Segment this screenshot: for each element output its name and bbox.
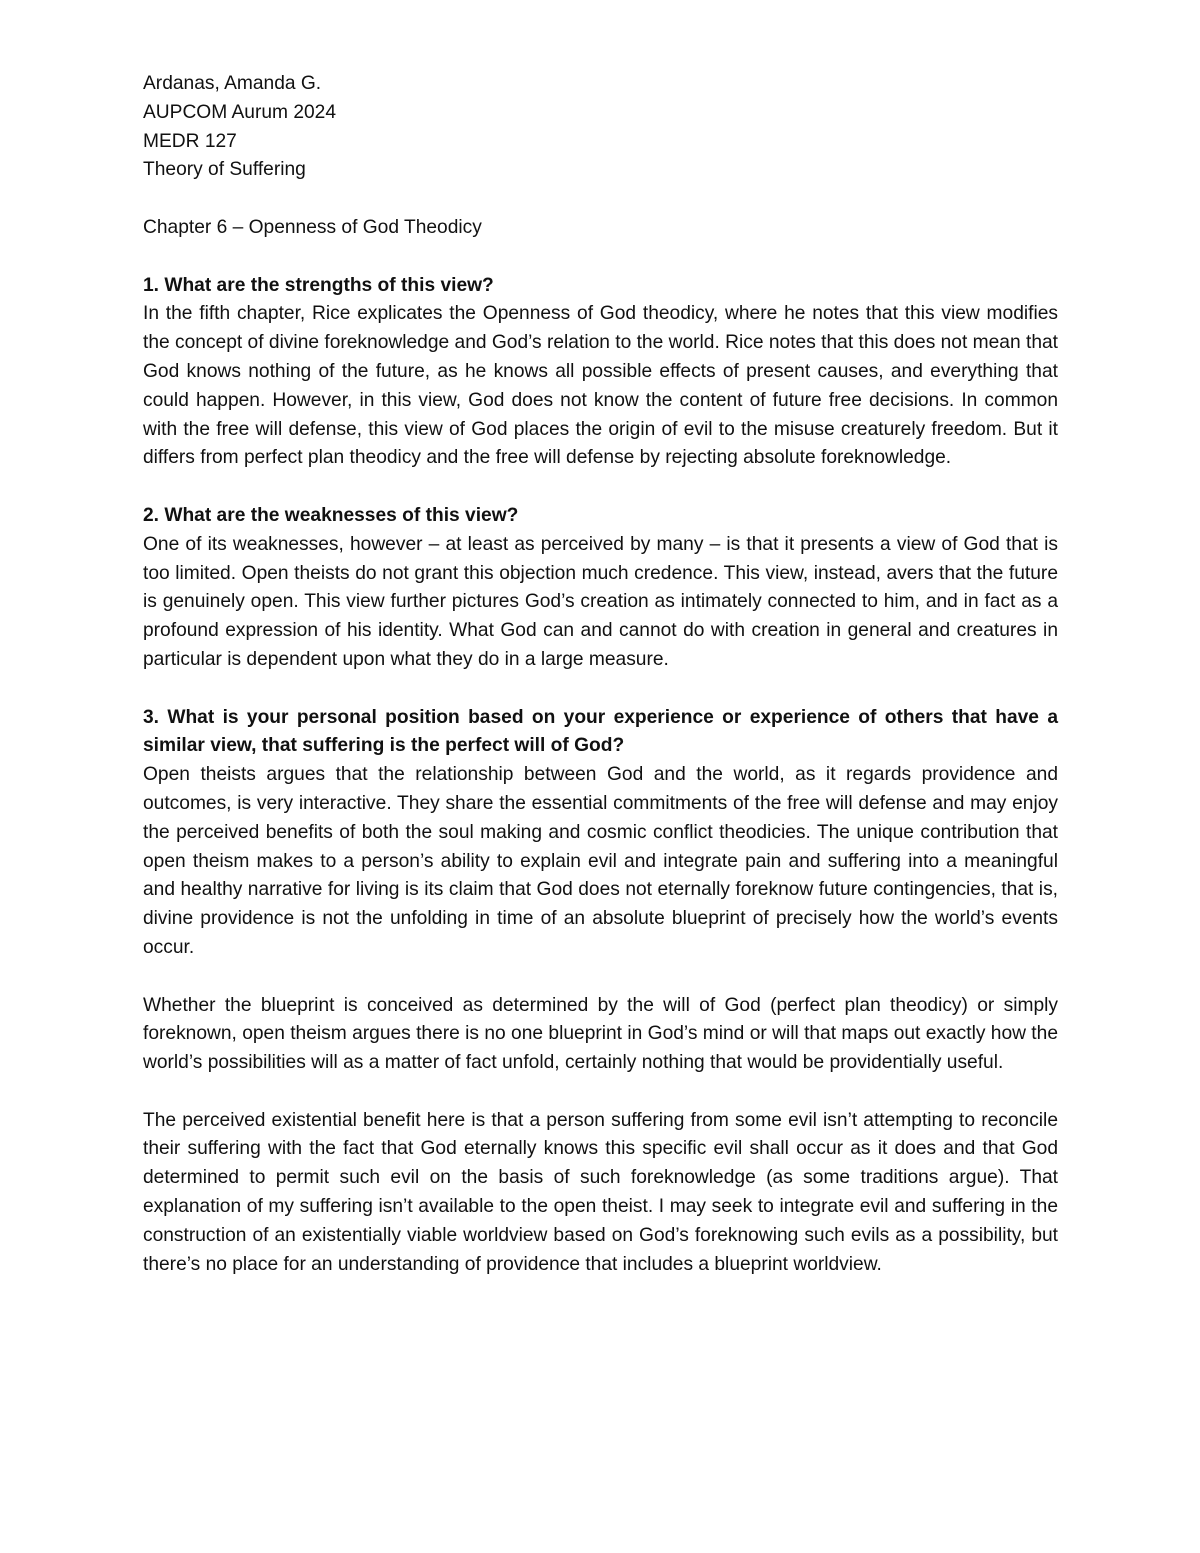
chapter-title: Chapter 6 – Openness of God Theodicy bbox=[143, 216, 482, 238]
answer-3-paragraph-1: Open theists argues that the relationship between God and the world, as it regards providence and outcomes, is very interactive. They share the essential commitments of the free will defense and may enjoy the perceived benefits of both the soul making and cosmic conflict theodicies. The unique contribution that open theism makes to a person’s ability to explain evil and integrate pain and suffering into a meaningful and healthy narrative for living is its claim that God does not eternally foreknow future contingencies, that is, divine providence is not the unfolding in time of an absolute blueprint of precisely how the world’s events occur. bbox=[143, 764, 1058, 958]
question-1: 1. What are the strengths of this view? bbox=[143, 274, 494, 296]
spacer bbox=[143, 473, 1058, 502]
answer-2-paragraph: One of its weaknesses, however – at least as perceived by many – is that it presents a view of God that is too limited. Open theists do not grant this objection much credence. This view, instead, avers that the future is genuinely open. This view further pictures God’s creation as intimately connected to him, and in fact as a profound expression of his identity. What God can and cannot do with creation in general and creatures in particular is dependent upon what they do in a large measure. bbox=[143, 533, 1058, 670]
spacer bbox=[143, 963, 1058, 992]
course-code: MEDR 127 bbox=[143, 130, 237, 152]
subject-title: Theory of Suffering bbox=[143, 159, 306, 181]
answer-3-paragraph-2: Whether the blueprint is conceived as determined by the will of God (perfect plan theodicy) or simply foreknown, open theism argues there is no one blueprint in God’s mind or will that maps out exactly how the world’s possibilities will as a matter of fact unfold, certainly nothing that would be providentially useful. bbox=[143, 994, 1058, 1074]
spacer bbox=[143, 1078, 1058, 1107]
spacer bbox=[143, 185, 1058, 214]
question-2: 2. What are the weaknesses of this view? bbox=[143, 504, 519, 526]
answer-3-paragraph-3: The perceived existential benefit here is that a person suffering from some evil isn’t attempting to reconcile their suffering with the fact that God eternally knows this specific evil shall occur as it does and that God determined to permit such evil on the basis of such foreknowledge (as some traditions argue). That explanation of my suffering isn’t available to the open theist. I may seek to integrate evil and suffering in the construction of an existentially viable worldview based on God’s foreknowing such evils as a possibility, but there’s no place for an understanding of providence that includes a blueprint worldview. bbox=[143, 1109, 1058, 1275]
spacer bbox=[143, 675, 1058, 704]
spacer bbox=[143, 243, 1058, 272]
question-3: 3. What is your personal position based on your experience or experience of others that have a similar view, that suffering is the perfect will of God? bbox=[143, 706, 1058, 757]
answer-1-paragraph: In the fifth chapter, Rice explicates the Openness of God theodicy, where he notes that this view modifies the concept of divine foreknowledge and God’s relation to the world. Rice notes that this does not mean that God knows nothing of the future, as he knows all possible effects of present causes, and everything that could happen. However, in this view, God does not know the content of future free decisions. In common with the free will defense, this view of God places the origin of evil to the misuse creaturely freedom. But it differs from perfect plan theodicy and the free will defense by rejecting absolute foreknowledge. bbox=[143, 303, 1058, 469]
program-name: AUPCOM Aurum 2024 bbox=[143, 101, 337, 123]
document-page bbox=[143, 70, 1058, 1279]
author-name: Ardanas, Amanda G. bbox=[143, 73, 322, 94]
